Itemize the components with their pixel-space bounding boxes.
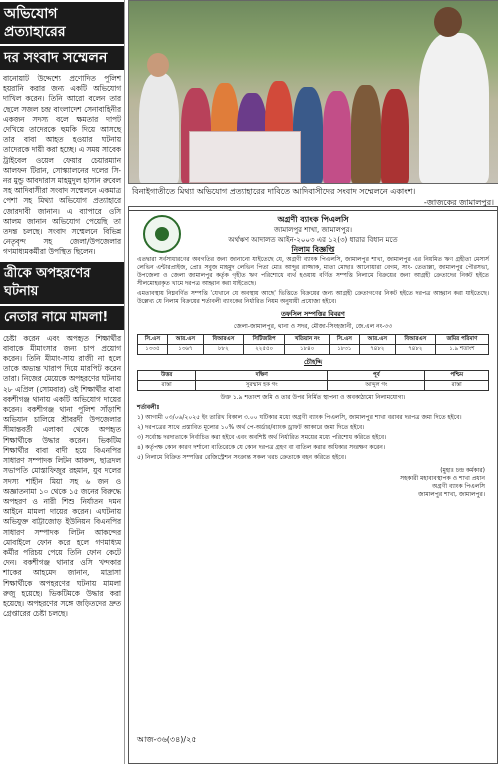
person-figure	[419, 33, 489, 183]
signature-title: সহকারী মহাব্যবস্থাপক ও শাখা প্রধান	[400, 475, 485, 482]
table-header-cell: সি.এস	[138, 335, 168, 345]
headline-2-bar: ত্রীকে অপহরণের ঘটনায়	[0, 262, 124, 304]
table-row	[138, 381, 489, 391]
table-header-cell: বিআরএস	[395, 335, 435, 345]
table-header-cell: সিটিজরিপ	[243, 335, 285, 345]
table-cell: ১.৯ শতাংশ	[435, 345, 488, 355]
notice-header	[129, 207, 497, 255]
table-header-cell: বিআরএস	[203, 335, 243, 345]
conditions-title: শর্তাবলীঃ	[137, 404, 160, 411]
table-header-cell: আর.এস	[167, 335, 203, 345]
person-figure	[381, 89, 409, 183]
table-cell: ১৩৩৫	[138, 345, 168, 355]
headline-1-bar: অভিযোগ প্রত্যাহারের	[0, 2, 124, 44]
schedule-heading: তফসিল সম্পত্তির বিবরণ	[281, 310, 345, 318]
photo-caption-text: বিনাইগাতীতে মিথ্যা অভিযোগ প্রত্যাহারের দাবিতে আদিবাসীদের সংবাদ সম্মেলনে একাংশ।	[132, 187, 416, 196]
table-header-cell: উত্তর	[138, 371, 196, 381]
person-figure	[323, 91, 351, 183]
condition-item: ৪) কর্তৃপক্ষ কোন কারণ দর্শানো ব্যতিরেকে যে কোন দরপত্র গ্রহণ বা বাতিল করার অধিকার সংরক্ষণ করেন।	[137, 444, 386, 451]
left-news-column	[0, 0, 125, 764]
press-conference-photo	[128, 0, 498, 184]
person-head	[434, 7, 462, 37]
table-header-cell: দক্ষিণ	[196, 371, 328, 381]
condition-item: ৩) সর্বোচ্চ দরদাতাকে নির্বাচিত করা হইবে এবং অবশিষ্ট অর্থ নির্ধারিত সময়ের মধ্যে পরিশোধ করিতে হইবে।	[137, 434, 387, 441]
signature-name: (মুহাঃ চন্দ্র কর্মকার)	[440, 467, 485, 474]
notice-para-1: এতদ্বারা সর্বসাধারণের অবগতির জন্য জানানো যাইতেছে যে, অগ্রণী ব্যাংক পিএলসি, জামালপুর শাখা, জামালপুর এর নিয়মিত ঋণ গ্রহীতা মেসার্স লেভিন এন্টারপ্রাইজ, প্রোঃ সবুজ মাহমুদ লেভিন পিতা মোঃ আব্দুর রাজ্জাক, মাতা মোছাঃ আনোয়ারা বেগম, সাং- তেতাল্লা, জামালপুর পৌরসভা, উপজেলা ও জেলা জামালপুর কর্তৃক গৃহীত ঋণ পরিশোধে ব্যর্থ হওয়ায় বর্ণিত সম্পত্তি নিলামে বিক্রয়ের জন্য আগ্রহী ক্রেতাদের নিকট হইতে সীলমোহরকৃত খামে দরপত্র আহ্বান করা যাইতেছে।	[137, 256, 489, 287]
table-cell: ১৩৬৭	[167, 345, 203, 355]
table-header-cell: খতিয়ান নং	[285, 335, 330, 345]
signature-bank: অগ্রণী ব্যাংক পিএলসি	[432, 483, 485, 490]
table-header-row	[138, 371, 489, 381]
table-header-cell: পশ্চিম	[425, 371, 489, 381]
table-prop	[189, 131, 301, 183]
condition-item: ২) দরপত্রের সাথে প্রস্তাবিত মূল্যের ১০% অর্থ পে-অর্ডার/ব্যাংক ড্রাফট আকারে জমা দিতে হইবে।	[137, 424, 365, 431]
story-1-body: বানোয়াট উদ্দেশ্যে প্রণোদিত পুলিশ হয়রানি করার জন্য একটি অভিযোগ দাখিল করেন। তিনি আরো বলেন তার ছেলে সজল চন্দ্র বাংলাদেশ সেনাবাহিনীর একজন সদস্য বলে ক্ষমতার দাপট দেখিয়ে তাদেরকে হুমকি দিয়ে আসছে তার বাবা আহত হওয়ার ঘটনায় তাদেরকে দায়ী করা হচ্ছে। এ সময় সাবেক ট্রাইবেল ওয়েল ফেয়ার চেয়ারম্যান আলফন টিরান, সোস্ক্যালনের দলের সি-নর মুন্ডু আবদারাস মাহমুদুল হাসান রুবেল সহ আদিবাসীরা সংবাদ সম্মেলনে একমাত্র পেশা সহ মিথ্যা অভিযোগ প্রত্যাহারে জোরদাবী জানান। এ ব্যাপারে ওসি আলম জানান অভিযোগ পেয়েছি তা তদন্ত চলছে। সংবাদ সম্মেলনে বিভিন্ন নেতৃবৃন্দ সহ জেলা/উপজেলার গণমাধ্যমকর্মীরা উপস্থিত ছিলেন।	[3, 74, 121, 257]
table-cell: রাস্তা	[138, 381, 196, 391]
right-column	[128, 0, 498, 764]
table-cell: রাস্তা	[425, 381, 489, 391]
notice-title: নিলাম বিজ্ঞপ্তি	[291, 245, 335, 254]
table-header-row	[138, 335, 489, 345]
table-cell: ৮৮২	[203, 345, 243, 355]
notice-para-2: এমতাবস্থায় নিম্নবর্ণিত সম্পত্তি 'যেখানে যে অবস্থায় আছে' ভিত্তিতে বিক্রয়ের জন্য আগ্রহী ক্রেতাগণের নিকট হইতে দরপত্র আহ্বান করা যাইতেছে। উল্লেখ্য যে নিলাম বিক্রয়ের শর্তাবলী ব্যাংকের নির্ধারিত নিয়ম অনুযায়ী প্রযোজ্য হইবে।	[137, 290, 489, 305]
photo-credit: -জাজকের জামালপুর।	[423, 198, 494, 207]
condition-item: ১) আগামী ০৩/০৬/২০২৫ ইং তারিখ বিকাল ৩.০০ ঘটিকার মধ্যে অগ্রণী ব্যাংক পিএলসি, জামালপুর শাখা বরাবর দরপত্র জমা দিতে হইবে।	[137, 414, 462, 421]
schedule-subheading: জেলা-জামালপুর, থানা ও সদর, মৌজা-সিংহজানী, জে.এল নং-৩৩	[233, 323, 393, 330]
table-cell: সুরম্মান হক গং	[196, 381, 328, 391]
table-cell: আব্দুল গং	[328, 381, 425, 391]
table-cell: ১৮৩১	[329, 345, 359, 355]
headline-1-bar2: দর সংবাদ সম্মেলন	[0, 46, 124, 70]
condition-item: ৫) নিলামে বিক্রিত সম্পত্তির রেজিস্ট্রেশন সংক্রান্ত সকল খরচ ক্রেতাকে বহন করিতে হইবে।	[137, 454, 347, 461]
branch-name: জামালপুর শাখা, জামালপুর।	[273, 226, 353, 234]
reference-number: আজ-৩৬(৩৪)/২৫	[137, 735, 197, 744]
auction-notice	[128, 206, 498, 764]
table-header-cell: সি.এস	[329, 335, 359, 345]
headline-2-bar2: নেতার নামে মামলা!	[0, 306, 124, 330]
signature-branch: জামালপুর শাখা, জামালপুর।	[418, 491, 485, 498]
boundary-note: উক্ত ১.৯ শতাংশ জমি ও তার উপর নির্মিত স্থাপনা ও অবকাঠামো নিলামযোগ্য।	[220, 394, 406, 401]
bank-name: অগ্রণী ব্যাংক পিএলসি	[277, 215, 349, 224]
table-header-cell: জমির পরিমাণ	[435, 335, 488, 345]
table-cell: ৭৪৮২	[359, 345, 395, 355]
table-cell: ১৮৪০	[285, 345, 330, 355]
person-figure	[351, 85, 381, 183]
signature-block	[129, 467, 497, 499]
story-2-body: চেষ্টা করেন এবং অপহৃত শিক্ষার্থীর বাবাকে মীমাংসার জন্য চাপ প্রয়োগ করেন। তিনি মীমাং-সায় রাজী না হলে তাকে অভ্যন্ত খারাপ দিয়ে মারপিট করেন তারা। নিজের মেয়েকে অপহরণের ঘটনায় ২৮ এপ্রিল (সোমবার) ওই শিক্ষার্থীর বাবা বকশীগঞ্জ থানায় একটি অভিযোগ দায়ের করেন। বকশীগঞ্জ থানা পুলিশ সাঁড়াশি অভিযান চালিয়ে শ্রীবরদী উপজেলার সীমান্তবর্তী এলাকা থেকে অপহৃত শিক্ষার্থীকে উদ্ধার করেন। ভিকটিম শিক্ষার্থীর বাবা বাদী হয়ে বিএনপির সাধারণ সম্পাদক লিটন আকন্দ, ছাত্রদল সভাপতি মোস্তাফিজুর রহমান, যুব দলের সদস্য শাহীন মিয়া সহ ৬ জন ও অজ্ঞাতনামা ১০ থেকে ১৫ জনের বিরুদ্ধে অপহরণ ও নারী শিশু নির্যাতন দমন আইনে মামলা দায়ের করেন। এঘটনায় অভিযুক্ত বাট্টাজোড় ইউনিয়ন বিএনপির সাধারণ সম্পাদক লিটন আকন্দের মোবাইলে ফোন করে হলে গণমাধ্যম কর্মীর পরিচয় পেয়ে তিনি ফোন কেটে দেন। বকশীগঞ্জ থানার ওসি খন্দকার শাকের আহমেদ জানান, মাদ্রাসা শিক্ষার্থীকে অপহরণের ঘটনায় মামলা রুজু হয়েছে। ভিকটিমকে উদ্ধার করা হয়েছে। অপহরণের সঙ্গে জড়িতদের দ্রুত গ্রেপ্তারের চেষ্টা চলছে।	[3, 333, 121, 619]
table-cell: ৭৪৮২	[395, 345, 435, 355]
bank-logo-icon	[143, 215, 181, 253]
boundary-heading: চৌহদ্দি	[303, 358, 323, 366]
schedule-table	[137, 334, 489, 355]
table-header-cell: পূর্ব	[328, 371, 425, 381]
table-header-cell: আর.এস	[359, 335, 395, 345]
person-head	[147, 53, 169, 77]
act-line: অর্থঋণ আদালত আইন-২০০৩ এর ১২(৩) ধারার বিধান মতে	[228, 236, 398, 244]
table-row	[138, 345, 489, 355]
boundary-table	[137, 370, 489, 391]
person-figure	[139, 73, 179, 183]
conditions-list	[129, 413, 497, 463]
table-cell: ২২৫৫০	[243, 345, 285, 355]
